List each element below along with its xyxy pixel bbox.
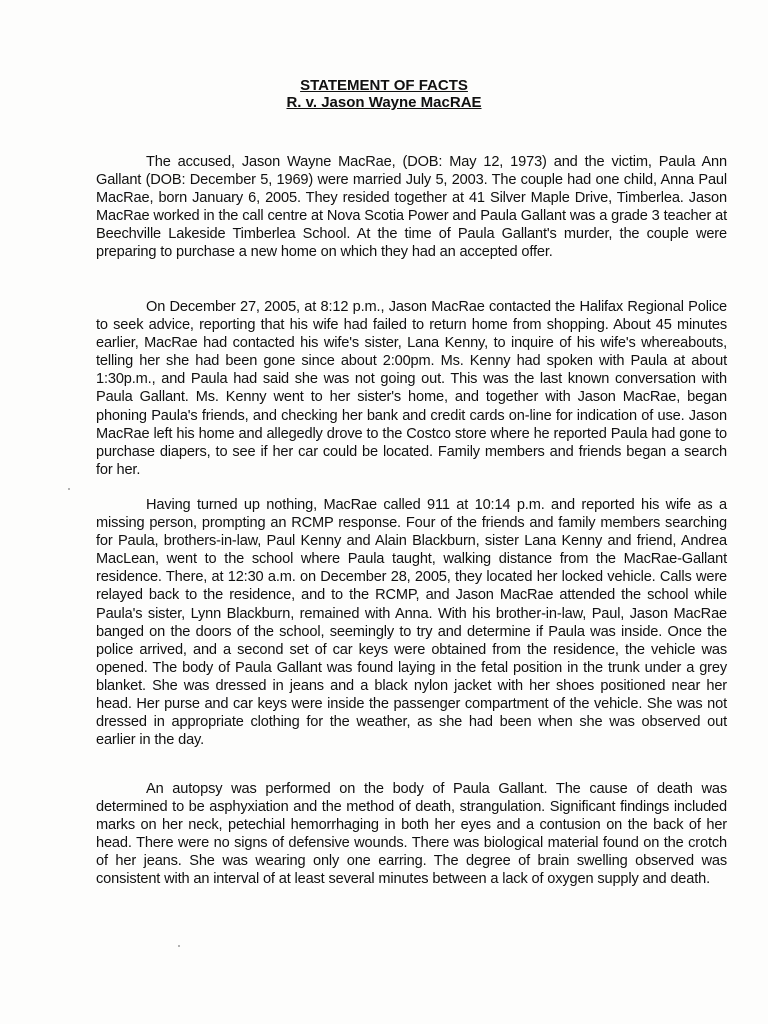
scan-speck <box>68 488 70 490</box>
scan-speck <box>178 945 180 947</box>
paragraph-discovery: Having turned up nothing, MacRae called 911 at 10:14 p.m. and reported his wife as a missing person, prompting an RCMP response. Four of the friends and family members searching for Paula, brothers-in-law, Paul Kenny and Alain Blackburn, sister Lana Kenny and friend, Andrea MacLean, went to the school where Paula taught, walking distance from the MacRae-Gallant residence. There, at 12:30 a.m. on December 28, 2005, they located her locked vehicle. Calls were relayed back to the residence, and to the RCMP, and Jason MacRae attended the school while Paula's sister, Lynn Blackburn, remained with Anna. With his brother-in-law, Paul, Jason MacRae banged on the doors of the school, seemingly to try and determine if Paula was inside. Once the police arrived, and a second set of car keys were obtained from the residence, the vehicle was opened. The body of Paula Gallant was found laying in the fetal position in the trunk under a grey blanket. She was dressed in jeans and a black nylon jacket with her shoes positioned near her head. Her purse and car keys were inside the passenger compartment of the vehicle. She was not dressed in appropriate clothing for the weather, as she had been when she was observed out earlier in the day. <box>96 497 727 749</box>
paragraph-autopsy: An autopsy was performed on the body of Paula Gallant. The cause of death was determined to be asphyxiation and the method of death, strangulation. Significant findings included marks on her neck, petechial hemorrhaging in both her eyes and a contusion on the back of her head. There were no signs of defensive wounds. There was biological material found on the crotch of her jeans. She was wearing only one earring. The degree of brain swelling observed was consistent with an interval of at least several minutes between a lack of oxygen supply and death. <box>96 781 727 888</box>
paragraph-disappearance: On December 27, 2005, at 8:12 p.m., Jason MacRae contacted the Halifax Regional Police to seek advice, reporting that his wife had failed to return home from shopping. About 45 minutes earlier, MacRae had contacted his wife's sister, Lana Kenny, to inquire of his wife's whereabouts, telling her she had been gone since about 2:00pm. Ms. Kenny had spoken with Paula at about 1:30p.m., and Paula had said she was not going out. This was the last known conversation with Paula Gallant. Ms. Kenny went to her sister's home, and together with Jason MacRae, began phoning Paula's friends, and checking her bank and credit cards on-line for indication of use. Jason MacRae left his home and allegedly drove to the Costco store where he reported Paula had gone to purchase diapers, to see if her car could be located. Family members and friends began a search for her. <box>96 299 727 478</box>
case-name: R. v. Jason Wayne MacRAE <box>286 94 482 111</box>
paragraph-background: The accused, Jason Wayne MacRae, (DOB: May 12, 1973) and the victim, Paula Ann Gallant (DOB: December 5, 1969) were married July 5, 2003. The couple had one child, Anna Paul MacRae, born January 6, 2005. They resided together at 41 Silver Maple Drive, Timberlea. Jason MacRae worked in the call centre at Nova Scotia Power and Paula Gallant was a grade 3 teacher at Beechville Lakeside Timberlea School. At the time of Paula Gallant's murder, the couple were preparing to purchase a new home on which they had an accepted offer. <box>96 154 727 261</box>
document-title: STATEMENT OF FACTS <box>300 77 468 94</box>
